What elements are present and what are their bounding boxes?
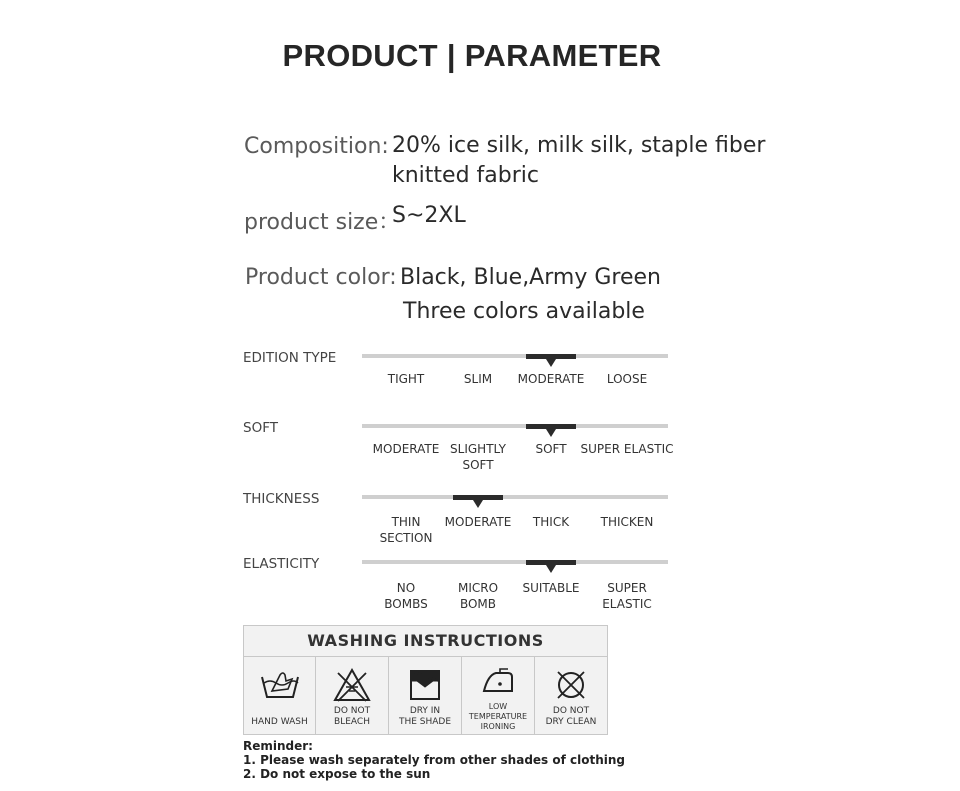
reminder-line-1: 1. Please wash separately from other shades of clothing (243, 753, 626, 767)
do-not-bleach-icon (332, 667, 372, 703)
color-value-line2: Three colors available (403, 299, 645, 324)
meter-label: SOFT (243, 420, 278, 436)
meter-track (362, 560, 668, 564)
wash-item-do-not-bleach (316, 657, 389, 734)
wash-caption: DRY IN THE SHADE (398, 706, 452, 727)
wash-caption: DO NOT BLEACH (333, 706, 371, 727)
meter-track (362, 354, 668, 358)
washing-instructions-panel (243, 625, 608, 735)
wash-item-low-temperature-ironing (462, 657, 535, 734)
meter-pointer-icon (546, 565, 556, 573)
washing-heading: WASHING INSTRUCTIONS (244, 626, 607, 657)
wash-caption: HAND WASH (251, 717, 308, 727)
color-value-line1: Black, Blue,Army Green (400, 265, 661, 290)
size-value: S~2XL (392, 203, 466, 228)
meter-option: MODERATE (517, 372, 585, 386)
wash-caption: DO NOT DRY CLEAN (545, 706, 597, 727)
wash-caption: LOW TEMPERATURE IRONING (468, 702, 528, 731)
wash-item-dry-in-shade (389, 657, 462, 734)
meter-pointer-icon (473, 500, 483, 508)
meter-option: MODERATE (372, 442, 440, 456)
meter-option: SOFT (535, 442, 567, 456)
color-label: Product color: (245, 265, 397, 290)
wash-item-do-not-dry-clean (535, 657, 607, 734)
dry-in-shade-icon (405, 667, 445, 703)
meter-option: THIN SECTION (379, 515, 433, 545)
meter-option: THICK (532, 515, 570, 529)
do-not-dry-clean-icon (553, 667, 589, 703)
reminder-line-2: 2. Do not expose to the sun (243, 767, 431, 781)
meter-option: SLIGHTLY SOFT (450, 442, 506, 472)
meter-option: SUPER ELASTIC (602, 581, 652, 611)
composition-value-line2: knitted fabric (392, 163, 539, 188)
size-label: product size： (244, 210, 401, 235)
meter-option: SUPER ELASTIC (580, 442, 674, 456)
meter-option: LOOSE (606, 372, 648, 386)
reminder-heading: Reminder: (243, 739, 313, 753)
meter-label: ELASTICITY (243, 556, 320, 572)
page-title: PRODUCT | PARAMETER (282, 38, 662, 73)
meter-option: SLIM (463, 372, 493, 386)
meter-label: THICKNESS (243, 491, 320, 507)
hand-wash-icon (258, 667, 302, 703)
meter-pointer-icon (546, 429, 556, 437)
composition-value-line1: 20% ice silk, milk silk, staple fiber (392, 133, 766, 158)
low-temperature-ironing-icon (478, 667, 518, 697)
wash-item-hand-wash (244, 657, 316, 734)
meter-track (362, 495, 668, 499)
meter-option: SUITABLE (522, 581, 580, 595)
meter-option: TIGHT (387, 372, 425, 386)
meter-option: NO BOMBS (384, 581, 428, 611)
meter-pointer-icon (546, 359, 556, 367)
composition-label: Composition: (244, 134, 389, 159)
meter-option: THICKEN (600, 515, 654, 529)
meter-label: EDITION TYPE (243, 350, 337, 366)
meter-option: MICRO BOMB (457, 581, 499, 611)
meter-track (362, 424, 668, 428)
meter-option: MODERATE (444, 515, 512, 529)
